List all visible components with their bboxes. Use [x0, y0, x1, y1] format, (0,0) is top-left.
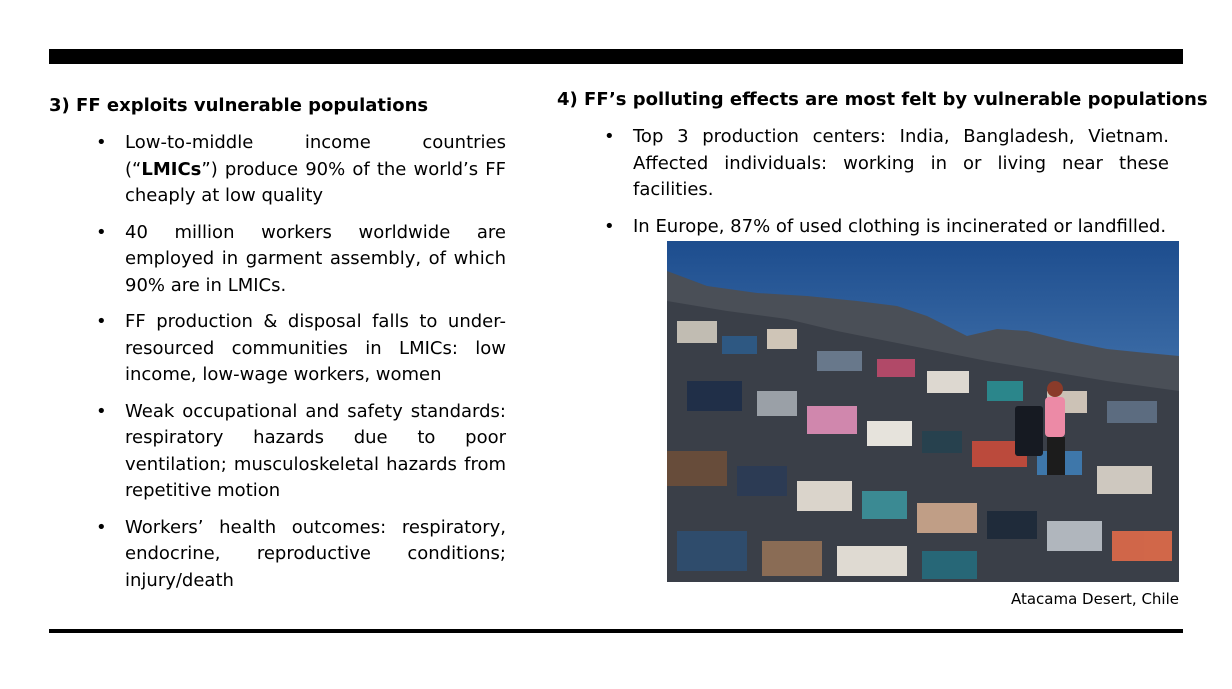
bullet-safety: • Weak occupational and safety standards: respiratory hazards due to poor ventilation; musculoskeletal hazards from repetitive motion — [125, 399, 506, 505]
left-column — [49, 94, 506, 604]
bullet-lmics — [125, 130, 506, 210]
bullet-health: • Workers’ health outcomes: respiratory, endocrine, reproductive conditions; injury/death — [125, 515, 506, 595]
clothing-dump-illustration — [667, 241, 1179, 582]
clothing-dump-photo — [667, 241, 1179, 582]
top-rule — [49, 49, 1183, 64]
bullet-lmics-bold: LMICs — [141, 158, 202, 180]
bottom-rule — [49, 629, 1183, 633]
section-heading-pollution: 4) FF’s polluting effects are most felt by vulnerable populations — [557, 89, 1208, 110]
exploits-bullet-list — [125, 130, 506, 594]
bullet-lmics-text-a: Low-to-middle income countries (“ — [125, 132, 506, 180]
bullet-workers: • 40 million workers worldwide are employed in garment assembly, of which 90% are in LMICs. — [125, 220, 506, 300]
bullet-europe-clothing: • In Europe, 87% of used clothing is incinerated or landfilled. — [633, 214, 1169, 241]
bullet-production-centers: • Top 3 production centers: India, Bangladesh, Vietnam. Affected individuals: working in or living near these facilities. — [633, 124, 1169, 204]
section-heading-exploits: 3) FF exploits vulnerable populations — [49, 95, 429, 116]
pollution-bullet-list — [633, 124, 1169, 240]
bullet-communities: • FF production & disposal falls to under-resourced communities in LMICs: low income, low-wage workers, women — [125, 309, 506, 389]
right-column — [557, 88, 1208, 250]
photo-caption: Atacama Desert, Chile — [1010, 590, 1179, 608]
bullet-lmics-text-b: ”) produce 90% of the world’s FF cheaply at low quality — [125, 158, 506, 206]
